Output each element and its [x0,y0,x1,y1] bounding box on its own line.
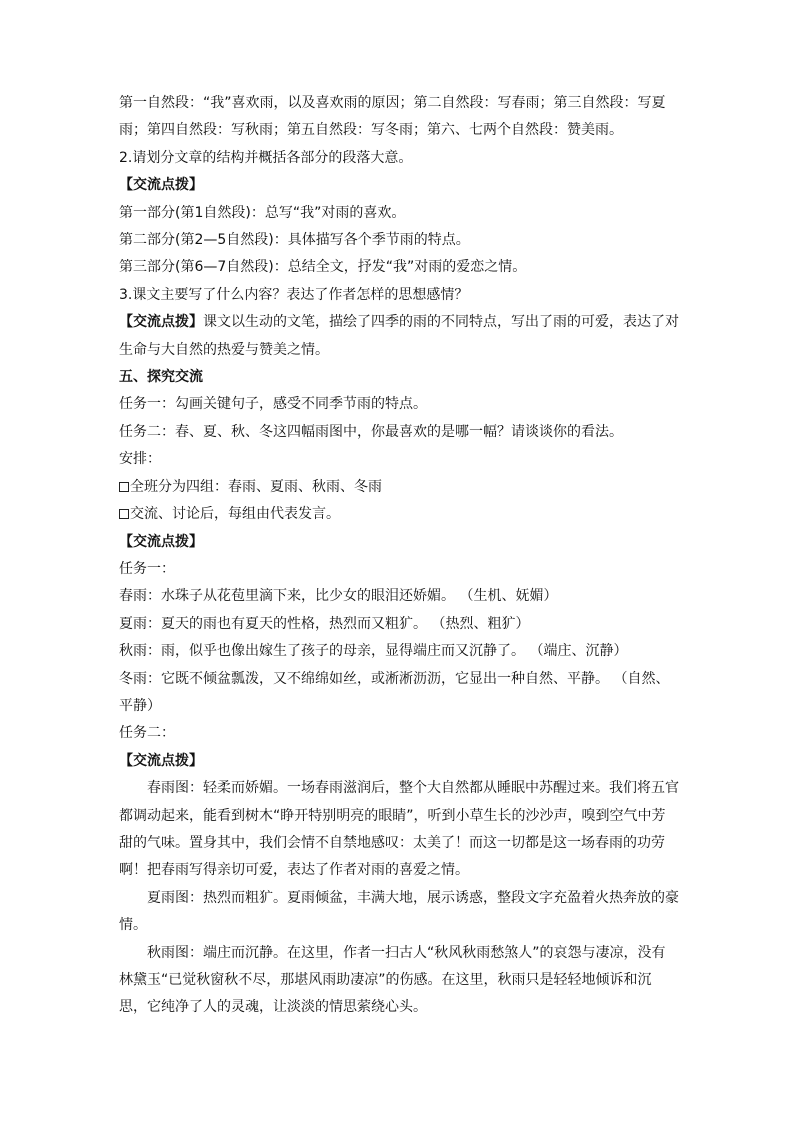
structure-part-2: 第二部分(第2—5自然段)：具体描写各个季节雨的特点。 [119,232,470,249]
section-heading: 【交流点拨】 [119,177,203,194]
section-heading: 【交流点拨】 [119,752,203,769]
task-1-label: 任务一： [119,560,175,577]
arrangement-item-2 [119,501,679,528]
task-2-label: 任务二： [119,725,175,742]
answer-3 [119,309,679,364]
arrangement-item-1 [119,474,679,501]
autumn-rain: 秋雨：雨，似乎也像出嫁生了孩子的母亲，显得端庄而又沉静了。 （端庄、沉静） [119,643,628,660]
paragraph-summary-line-1: 第一自然段：“我”喜欢雨，以及喜欢雨的原因；第二自然段：写春雨；第三自然段：写夏 [119,95,666,111]
task-1: 任务一：勾画关键句子，感受不同季节雨的特点。 [119,396,427,413]
arrangement-item-1-text: 全班分为四组：春雨、夏雨、秋雨、冬雨 [130,478,382,495]
answer-3-text: 课文以生动的文笔，描绘了四季的雨的不同特点，写出了雨的可爱，表达了对生命与大自然的热爱与赞美之情。 [119,314,679,358]
question-2: 2.请划分文章的结构并概括各部分的段落大意。 [119,149,413,166]
winter-rain: 冬雨：它既不倾盆瓢泼，又不绵绵如丝，或淅淅沥沥，它显出一种自然、平静。 （自然、平静） [119,670,670,714]
section-5-title: 五、探究交流 [119,369,203,386]
checkbox-icon [119,509,129,519]
section-heading: 【交流点拨】 [119,533,203,550]
autumn-rain-paragraph: 秋雨图：端庄而沉静。在这里，作者一扫古人“秋风秋雨愁煞人”的哀怨与凄凉，没有林黛玉“已觉秋窗秋不尽，那堪风雨助凄凉”的伤感。在这里，秋雨只是轻轻地倾诉和沉思，它纯净了人的灵魂，让淡淡的情思萦绕心头。 [119,944,666,1016]
arrangement-item-2-text: 交流、讨论后，每组由代表发言。 [130,506,340,523]
document-page [119,90,679,1022]
arrangement-label: 安排： [119,451,161,468]
spring-rain: 春雨：水珠子从花苞里滴下来，比少女的眼泪还娇媚。 （生机、妩媚） [119,588,558,605]
structure-part-1: 第一部分(第1自然段)：总写“我”对雨的喜欢。 [119,204,406,221]
summer-rain: 夏雨：夏天的雨也有夏天的性格，热烈而又粗犷。 （热烈、粗犷） [119,615,530,632]
section-heading: 【交流点拨】 [119,314,203,331]
question-3: 3.课文主要写了什么内容？表达了作者怎样的思想感情？ [119,286,469,303]
task-2: 任务二：春、夏、秋、冬这四幅雨图中，你最喜欢的是哪一幅？请谈谈你的看法。 [119,423,623,440]
spring-rain-paragraph: 春雨图：轻柔而娇媚。一场春雨滋润后，整个大自然都从睡眠中苏醒过来。我们将五官都调动起来，能看到树木“睁开特别明亮的眼睛”，听到小草生长的沙沙声，嗅到空气中芳甜的气味。置身其中，我们会情不自禁地感叹：太美了！而这一切都是这一场春雨的功劳啊！把春雨写得亲切可爱，表达了作者对雨的喜爱之情。 [119,780,679,879]
summer-rain-paragraph: 夏雨图：热烈而粗犷。夏雨倾盆，丰满大地，展示诱惑，整段文字充盈着火热奔放的豪情。 [119,889,679,934]
checkbox-icon [119,482,129,492]
paragraph-summary-line-2: 雨；第四自然段：写秋雨；第五自然段：写冬雨；第六、七两个自然段：赞美雨。 [119,122,623,139]
structure-part-3: 第三部分(第6—7自然段)：总结全文，抒发“我”对雨的爱恋之情。 [119,259,527,276]
